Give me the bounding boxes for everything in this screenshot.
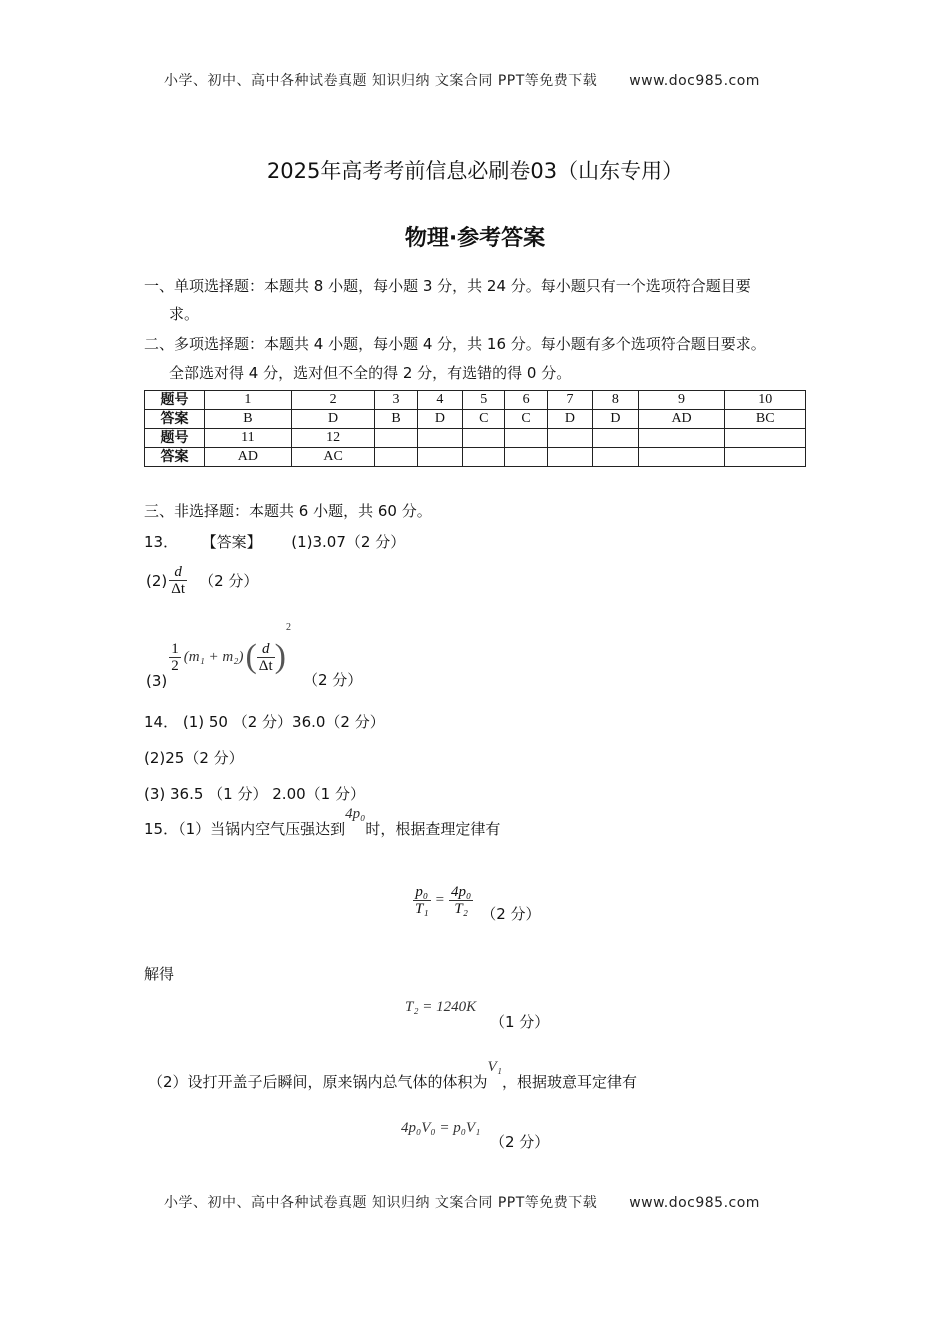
fraction-denominator: Δt bbox=[258, 657, 273, 674]
q15-eq2-expression: T₂ = 1240K bbox=[405, 999, 477, 1015]
q13-part3-half bbox=[169, 641, 181, 674]
fraction-denominator: 2 bbox=[171, 657, 179, 674]
q15-intro-b: 时，根据查理定律有 bbox=[365, 820, 501, 838]
table-cell: D bbox=[417, 410, 462, 429]
fraction-numerator: d bbox=[174, 564, 182, 580]
table-cell bbox=[638, 429, 725, 448]
q13-line1 bbox=[144, 531, 405, 552]
q15-eq3 bbox=[401, 1118, 480, 1137]
q15-eq1-score: （2 分） bbox=[481, 905, 541, 923]
table-cell: 5 bbox=[463, 391, 505, 410]
q13-part3-label: (3) bbox=[146, 672, 168, 690]
table-cell bbox=[505, 448, 547, 467]
q15-part2-line bbox=[148, 1059, 637, 1092]
q13-label: 13． bbox=[144, 533, 179, 551]
table-cell bbox=[375, 429, 417, 448]
section1-line2: 求。 bbox=[169, 305, 200, 323]
table-cell: AD bbox=[205, 448, 292, 467]
table-cell: 8 bbox=[593, 391, 638, 410]
q13-part2 bbox=[146, 564, 258, 597]
q14-line1: 14． (1) 50 （2 分）36.0（2 分） bbox=[144, 713, 385, 731]
table-cell bbox=[593, 448, 638, 467]
q15-eq3-score: （2 分） bbox=[490, 1133, 550, 1151]
section3-heading: 三、非选择题：本题共 6 小题，共 60 分。 bbox=[144, 502, 432, 520]
table-cell: 12 bbox=[291, 429, 375, 448]
table-cell: 2 bbox=[291, 391, 375, 410]
table-cell: C bbox=[505, 410, 547, 429]
answer-table bbox=[144, 390, 806, 467]
q15-eq3-expression: 4p₀V₀ = p₀V₁ bbox=[401, 1120, 481, 1136]
q15-part2-b: ，根据玻意耳定律有 bbox=[501, 1073, 637, 1091]
header-url[interactable]: www.doc985.com bbox=[629, 73, 760, 89]
table-row bbox=[145, 391, 806, 410]
q15-part2-var: V₁ bbox=[487, 1059, 502, 1075]
table-cell: 4 bbox=[417, 391, 462, 410]
row-label-number: 题号 bbox=[145, 391, 205, 410]
page-header bbox=[164, 70, 760, 90]
table-cell: B bbox=[205, 410, 292, 429]
section2-line2: 全部选对得 4 分，选对但不全的得 2 分，有选错的得 0 分。 bbox=[169, 364, 572, 382]
table-row bbox=[145, 429, 806, 448]
document-subtitle: 物理·参考答案 bbox=[404, 226, 546, 251]
table-cell: 10 bbox=[725, 391, 806, 410]
footer-text: 小学、初中、高中各种试卷真题 知识归纳 文案合同 PPT等免费下载 bbox=[164, 1195, 598, 1211]
table-cell bbox=[417, 448, 462, 467]
q14-line3: (3) 36.5 （1 分） 2.00（1 分） bbox=[144, 785, 365, 803]
fraction-numerator: 4p₀ bbox=[451, 884, 472, 900]
table-cell bbox=[505, 429, 547, 448]
q13-part2-label: (2) bbox=[146, 571, 168, 590]
q15-intro bbox=[144, 806, 501, 839]
document-title: 2025年高考考前信息必刷卷03（山东专用） bbox=[266, 159, 684, 183]
table-cell: D bbox=[593, 410, 638, 429]
q13-part2-fraction bbox=[169, 564, 187, 597]
table-cell: AD bbox=[638, 410, 725, 429]
q15-eq1 bbox=[413, 877, 541, 924]
row-label-answer: 答案 bbox=[145, 448, 205, 467]
fraction-denominator: T₁ bbox=[415, 901, 429, 917]
q13-part2-score: （2 分） bbox=[199, 572, 259, 590]
row-label-number: 题号 bbox=[145, 429, 205, 448]
row-label-answer: 答案 bbox=[145, 410, 205, 429]
q13-part3: (3) $\frac{1}{2}$ (m₁ + m₂) ( $\frac{d}{\Delta t}$ ) 2 （2 分） bbox=[146, 622, 363, 690]
q13-part3-power: 2 bbox=[285, 622, 291, 633]
header-text: 小学、初中、高中各种试卷真题 知识归纳 文案合同 PPT等免费下载 bbox=[164, 73, 598, 89]
q15-part2-a: （2）设打开盖子后瞬间，原来锅内总气体的体积为 bbox=[148, 1073, 488, 1091]
table-row bbox=[145, 448, 806, 467]
table-cell: 1 bbox=[205, 391, 292, 410]
table-cell: 7 bbox=[547, 391, 592, 410]
fraction-numerator: d bbox=[261, 640, 270, 657]
section2-line1: 二、多项选择题：本题共 4 小题，每小题 4 分，共 16 分。每小题有多个选项符合题目要求。 bbox=[144, 335, 766, 353]
equals-sign: = bbox=[435, 892, 445, 908]
fraction-denominator: T₂ bbox=[454, 901, 468, 917]
q15-intro-var: 4p₀ bbox=[345, 806, 366, 822]
q13-part3-score: （2 分） bbox=[302, 670, 363, 689]
table-cell bbox=[725, 429, 806, 448]
fraction-numerator: p₀ bbox=[415, 884, 429, 900]
table-cell: AC bbox=[291, 448, 375, 467]
q15-eq1-right bbox=[449, 884, 473, 917]
q15-eq2 bbox=[405, 997, 476, 1016]
q15-eq1-left bbox=[413, 884, 431, 917]
table-cell: 3 bbox=[375, 391, 417, 410]
table-row bbox=[145, 410, 806, 429]
table-cell: C bbox=[463, 410, 505, 429]
table-cell bbox=[547, 429, 592, 448]
fraction-denominator: Δt bbox=[171, 581, 186, 597]
table-cell bbox=[725, 448, 806, 467]
q13-part3-fraction bbox=[257, 641, 275, 674]
q14-line2: (2)25（2 分） bbox=[144, 749, 244, 767]
q13-part3-mass: (m₁ + m₂) bbox=[183, 648, 244, 665]
table-cell bbox=[463, 448, 505, 467]
q15-solve: 解得 bbox=[144, 965, 175, 983]
table-cell: D bbox=[291, 410, 375, 429]
q13-answer-tag: 【答案】 bbox=[201, 533, 262, 551]
table-cell: BC bbox=[725, 410, 806, 429]
table-cell bbox=[593, 429, 638, 448]
table-cell bbox=[638, 448, 725, 467]
table-cell: 9 bbox=[638, 391, 725, 410]
table-cell: B bbox=[375, 410, 417, 429]
q13-part1: (1)3.07（2 分） bbox=[291, 533, 406, 551]
table-cell: 6 bbox=[505, 391, 547, 410]
q15-intro-a: 15．（1）当锅内空气压强达到 bbox=[144, 820, 346, 838]
table-cell bbox=[547, 448, 592, 467]
table-cell bbox=[375, 448, 417, 467]
fraction-numerator: 1 bbox=[171, 640, 179, 657]
section1-line1: 一、单项选择题：本题共 8 小题，每小题 3 分，共 24 分。每小题只有一个选项符合题目要 bbox=[144, 277, 751, 295]
table-cell bbox=[463, 429, 505, 448]
table-cell bbox=[417, 429, 462, 448]
table-cell: 11 bbox=[205, 429, 292, 448]
footer-url[interactable]: www.doc985.com bbox=[629, 1195, 760, 1211]
table-cell: D bbox=[547, 410, 592, 429]
q15-eq2-score: （1 分） bbox=[490, 1013, 550, 1031]
page-footer bbox=[164, 1192, 760, 1212]
